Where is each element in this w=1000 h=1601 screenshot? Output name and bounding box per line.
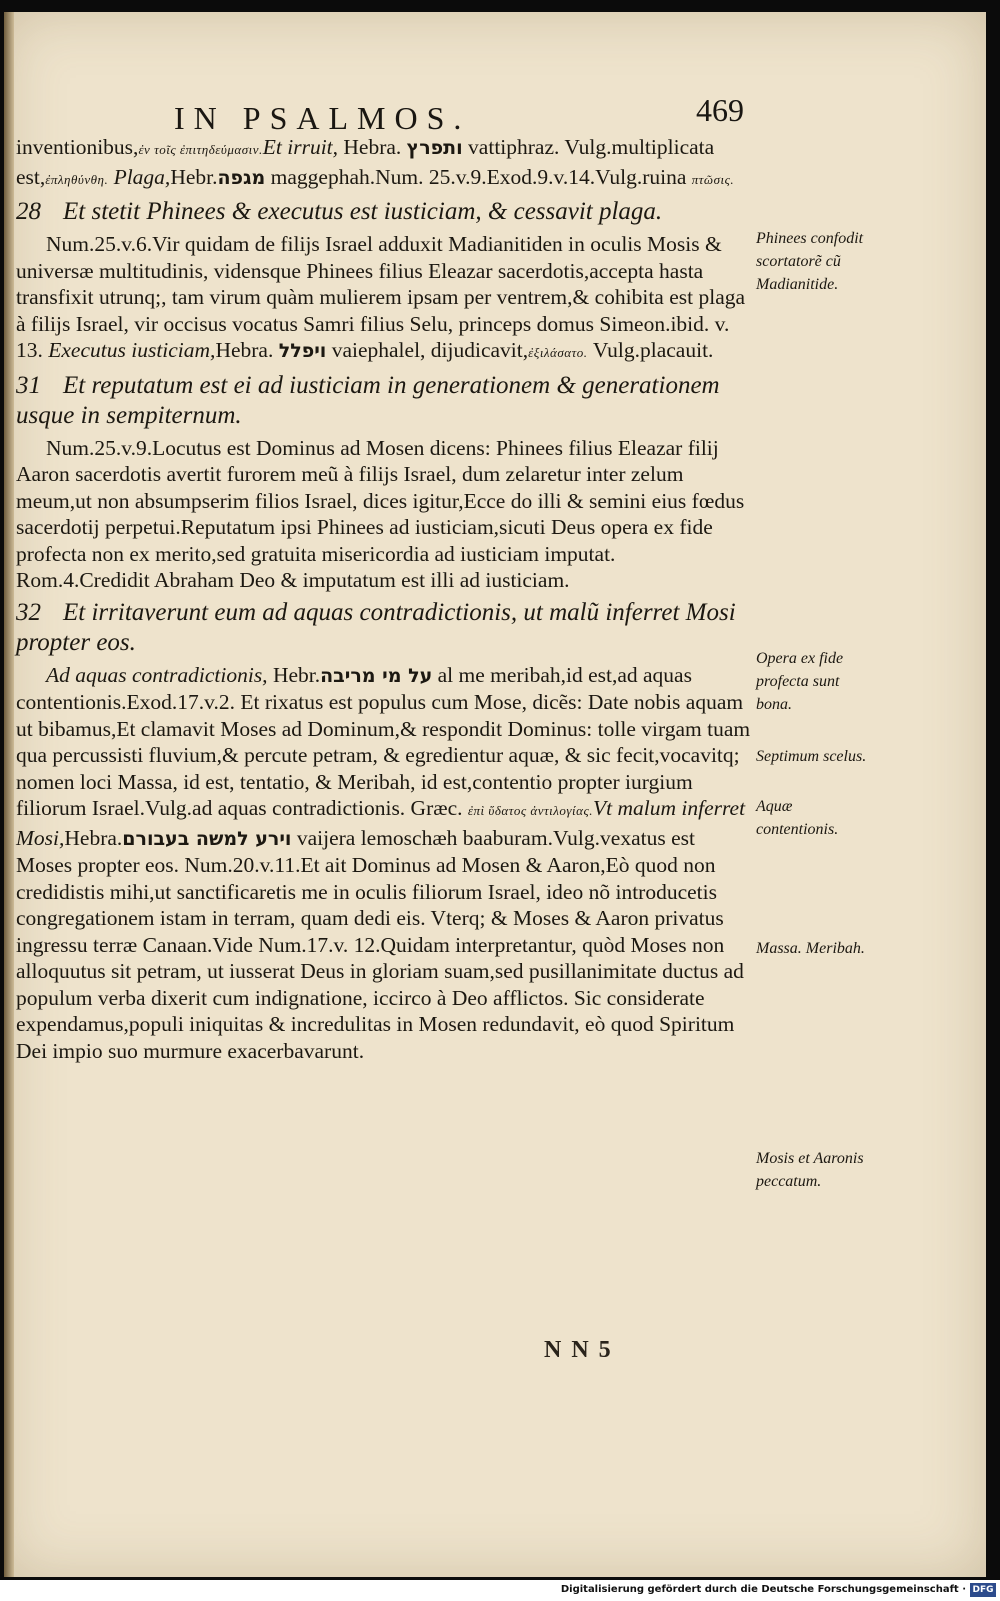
greek-word: ἐπληθύνθη. bbox=[45, 171, 109, 187]
verse-32 bbox=[16, 598, 751, 658]
page-gutter-shadow bbox=[4, 12, 14, 1577]
lemma: Ad aquas contradictionis, bbox=[46, 662, 268, 687]
text-run: 25.v.9.Exod.9.v.14.Vulg.ruina bbox=[428, 164, 692, 189]
text-run: vaiephalel, dijudicavit, bbox=[326, 338, 529, 362]
verse-number: 28 bbox=[16, 198, 41, 225]
greek-word: ἐξιλάσατο. bbox=[528, 345, 588, 360]
text-run: maggephah.Num. bbox=[265, 164, 424, 189]
text-paragraph-2 bbox=[16, 231, 751, 367]
text-run: al me meribah,id est,ad aquas contentionis.Exod.17.v.2. Et rixatus est populus cum Mose, dicẽs: Date nobis aquam ut bibamus,Et clamavit Moses ad Dominum,& respondit Dominus: tolle virgam tuam qua percussisti fluvium,& percute petram, & egredientur aquæ, & sic fecit,vocavitq; nomen loci Massa, id est, tentatio, & Meribah, id est,contentio propter iurgium filiorum Israel.Vulg.ad aquas contradictionis. Græc. bbox=[16, 662, 751, 820]
text-run: Hebr. bbox=[170, 164, 218, 189]
hebrew-word: מגפה bbox=[217, 166, 266, 189]
dfg-logo: DFG bbox=[970, 1583, 996, 1597]
lemma: Plaga, bbox=[113, 164, 171, 189]
text-run: Num.25.v.6.Vir quidam de filijs Israel adduxit Madianitiden in oculis Mosis & universæ multitudinis, vidensque Phinees filius Eleazar sacerdotis,accepta hasta transfixit utrunq;, tam virum quàm mulierem ipsam per ventrem,& cohibita est plaga à filijs Israel, vir occisus vocatus Samri filius Selu, princeps domus Simeon.ibid. v. 13. bbox=[16, 232, 746, 362]
greek-word: ἐπὶ ὕδατος ἀντιλογίας. bbox=[467, 803, 593, 818]
digitization-credit: Digitalisierung gefördert durch die Deutsche Forschungsgemeinschaft · bbox=[560, 1584, 966, 1595]
verse-28 bbox=[16, 197, 751, 227]
text-run: Hebr. bbox=[267, 662, 321, 687]
verse-text: Et reputatum est ei ad iusticiam in generationem & generationem usque in sempiternum. bbox=[16, 371, 720, 429]
verse-text: Et irritaverunt eum ad aquas contradictionis, ut malũ inferret Mosi propter eos. bbox=[16, 598, 736, 656]
text-run: vaijera lemoschæh baaburam.Vulg.vexatus est Moses propter eos. Num.20.v.11.Et ait Dominus ad Mosen & Aaron,Eò quod non credidistis mihi,ut sanctificaretis me in oculis filiorum Israel, ideo nõ introducetis congregationem istam in terram, quam dedi eis. Vterq; & Moses & Aaron privatus ingressu terræ Canaan.Vide Num.17.v. 12.Quidam interpretantur, quòd Moses non alloquutus sit petram, ut iusserat Deus in gloriam suam,sed pusillanimitate ductus ad populum verba dixerit cum indignatione, iccirco à Deo afflictos. Sic considerate expendamus,populi iniquitas & incredulitas in Mosen redundavit, eò quod Spiritum Dei impio suo murmure exacerbavarunt. bbox=[16, 825, 744, 1063]
hebrew-word: ויפלל bbox=[278, 340, 327, 362]
hebrew-word: ותפרץ bbox=[406, 137, 463, 159]
verse-31 bbox=[16, 371, 751, 431]
margin-note-opera: Opera ex fide profecta sunt bona. bbox=[756, 650, 844, 713]
margin-note-aquae: Aquæ contentionis. bbox=[756, 798, 839, 838]
margin-note-mosis: Mosis et Aaronis peccatum. bbox=[756, 1150, 864, 1190]
greek-word: ἐν τοῖς ἐπιτηδεύμασιν. bbox=[138, 142, 263, 157]
verse-number: 32 bbox=[16, 598, 41, 626]
page-number: 469 bbox=[696, 92, 744, 128]
running-title: IN PSALMOS. bbox=[174, 100, 471, 136]
signature-mark: N N 5 bbox=[544, 1337, 613, 1363]
footer-bar bbox=[0, 1580, 1000, 1601]
text-run: Vulg.multiplicata est, bbox=[16, 135, 715, 189]
book-page bbox=[4, 12, 986, 1577]
text-run: inventionibus, bbox=[16, 135, 139, 159]
margin-note-massa: Massa. Meribah. bbox=[756, 940, 865, 957]
text-paragraph-3: Num.25.v.9.Locutus est Dominus ad Mosen dicens: Phinees filius Eleazar filij Aaron sacerdotis avertit furorem meũ à filijs Israel, dum zelaretur inter zelum meum,ut non absumpserim filios Israel, dices igitur,Ecce do illi & semini eius fœdus sacerdotij perpetui.Reputatum ipsi Phinees ad iusticiam,sicuti Deus opera ex fide profecta non ex merito,sed gratuita misericordia ad iusticiam imputat. Rom.4.Credidit Abraham Deo & imputatum est illi ad iusticiam. bbox=[16, 435, 745, 592]
lemma: Executus iusticiam, bbox=[48, 338, 216, 362]
text-run: vattiphraz. bbox=[462, 135, 560, 159]
verse-number: 31 bbox=[16, 371, 41, 399]
text-paragraph-4 bbox=[16, 662, 751, 1065]
hebrew-word: על מי מריבה bbox=[320, 664, 433, 687]
text-run: Vulg.placauit. bbox=[587, 338, 714, 362]
verse-text: Et stetit Phinees & executus est iusticiam, & cessavit plaga. bbox=[63, 198, 663, 225]
greek-word: πτῶσις. bbox=[691, 171, 735, 187]
lemma: Et irruit, bbox=[262, 135, 339, 159]
main-text-column bbox=[16, 134, 751, 1064]
margin-note-septimum: Septimum scelus. bbox=[756, 748, 867, 765]
margin-note-phinees: Phinees confodit scortatorẽ cũ Madianitide. bbox=[756, 230, 864, 293]
lemma: Vt malum inferret Mosi, bbox=[16, 796, 746, 850]
hebrew-word: וירע למשה בעבורם bbox=[122, 827, 292, 850]
text-run: Hebra. bbox=[64, 825, 123, 850]
text-run: Hebra. bbox=[215, 338, 279, 362]
text-run: Hebra. bbox=[338, 135, 402, 159]
text-paragraph-1 bbox=[16, 134, 751, 193]
